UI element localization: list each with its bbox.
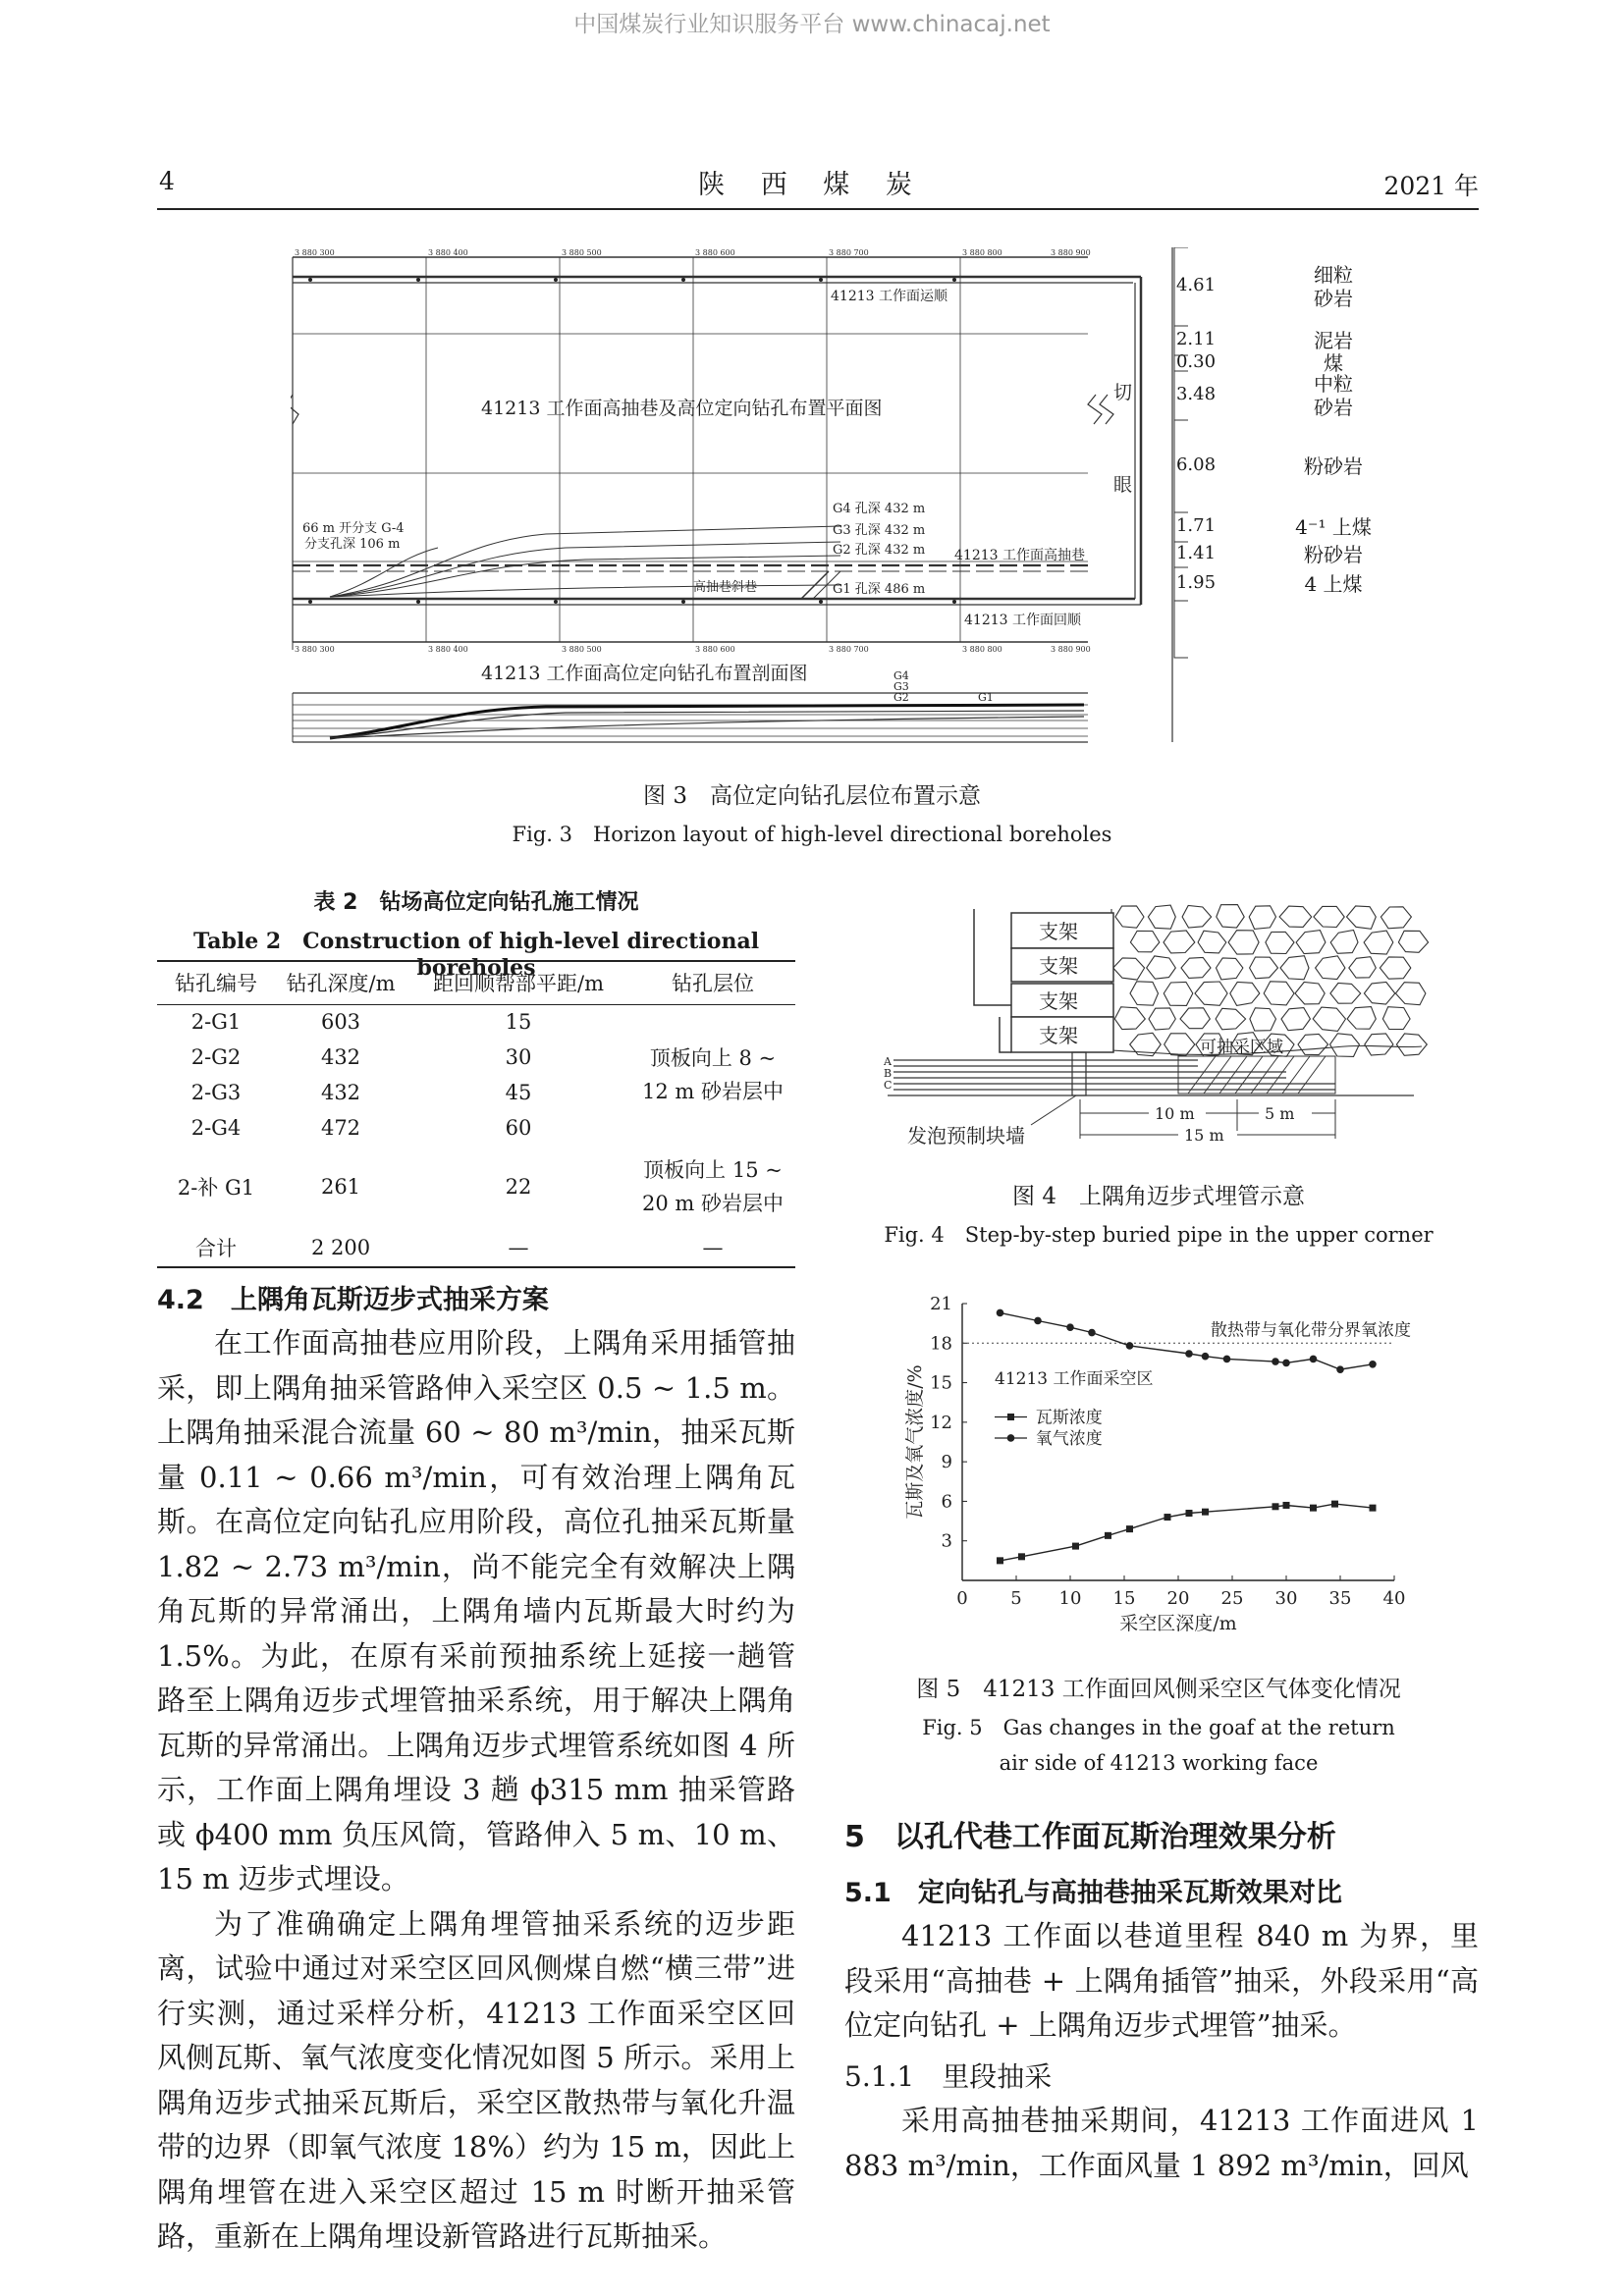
x-tick-label: 10 bbox=[1058, 1588, 1082, 1609]
rock-fragment bbox=[1198, 931, 1226, 953]
stratum-name: 煤 bbox=[1324, 351, 1343, 375]
stratum-name: 4⁻¹ 上煤 bbox=[1295, 515, 1372, 539]
table2-header: 钻孔层位 bbox=[672, 972, 754, 996]
rock-fragment bbox=[1266, 932, 1294, 953]
fig5-caption-en-2: air side of 41213 working face bbox=[999, 1751, 1319, 1775]
legend-label-oxygen: 氧气浓度 bbox=[1035, 1428, 1103, 1449]
data-point-oxygen bbox=[1272, 1358, 1279, 1365]
data-point-gas bbox=[1202, 1509, 1209, 1516]
rock-fragment bbox=[1216, 1008, 1246, 1030]
section-5-1-body bbox=[844, 1914, 1479, 2049]
x-tick-label: 20 bbox=[1166, 1588, 1190, 1609]
table2-header: 钻孔深度/m bbox=[286, 972, 396, 996]
stratum-thickness: 1.71 bbox=[1175, 515, 1217, 536]
borehole-distance: 45 bbox=[505, 1081, 532, 1104]
top-coord: 3 880 700 bbox=[829, 248, 869, 257]
label-qie: 切 bbox=[1113, 382, 1133, 403]
section-5-1-title: 5.1 定向钻孔与高抽巷抽采瓦斯效果对比 bbox=[844, 1878, 1342, 1908]
stratum-thickness: 4.61 bbox=[1175, 275, 1217, 295]
data-point-gas bbox=[1126, 1525, 1133, 1532]
rock-fragment bbox=[1330, 1034, 1360, 1057]
page-number: 4 bbox=[159, 167, 175, 195]
chart-legend bbox=[995, 1408, 1103, 1448]
borehole-id: 2-补 G1 bbox=[177, 1176, 255, 1200]
rock-fragment bbox=[1180, 1008, 1210, 1029]
borehole-id: 2-G1 bbox=[190, 1010, 242, 1035]
data-point-gas bbox=[1331, 1501, 1338, 1508]
broken-rock-region bbox=[1111, 905, 1429, 1057]
borehole-depth: 432 bbox=[320, 1081, 361, 1104]
rock-fragment bbox=[1330, 984, 1361, 1004]
rock-fragment bbox=[1295, 983, 1325, 1004]
foam-wall-label: 发泡预制块墙 bbox=[907, 1124, 1025, 1148]
x-tick-label: 5 bbox=[1010, 1588, 1022, 1609]
x-tick-label: 35 bbox=[1328, 1588, 1352, 1609]
rock-fragment bbox=[1114, 1007, 1145, 1030]
publication-year: 2021 年 bbox=[1383, 172, 1479, 200]
rock-fragment bbox=[1195, 982, 1227, 1005]
paragraph: 采用高抽巷抽采期间，41213 工作面进风 1 883 m³/min，工作面风量 1 892 m³/min，回风 bbox=[844, 2104, 1479, 2182]
borehole-id: 2-G2 bbox=[190, 1045, 242, 1069]
label-g4: G4 孔深 432 m bbox=[833, 502, 926, 516]
section-view bbox=[293, 663, 1088, 742]
layer-2-line-2: 20 m 砂岩层中 bbox=[642, 1192, 784, 1215]
rock-fragment bbox=[1281, 1008, 1310, 1031]
data-point-oxygen bbox=[1223, 1356, 1231, 1363]
rock-fragment bbox=[1217, 958, 1243, 980]
rock-fragment bbox=[1228, 931, 1259, 954]
total-layer: — bbox=[702, 1235, 724, 1259]
rock-fragment bbox=[1298, 1034, 1328, 1054]
support-label: 支架 bbox=[1039, 920, 1078, 943]
stratigraphic-column bbox=[1172, 247, 1188, 742]
stratum-name: 4 上煤 bbox=[1304, 572, 1363, 596]
rock-fragment bbox=[1364, 983, 1394, 1005]
borehole-depth: 472 bbox=[320, 1116, 361, 1140]
fig4-caption-cn: 图 4 上隅角迈步式埋管示意 bbox=[1012, 1184, 1305, 1209]
data-point-gas bbox=[997, 1557, 1003, 1564]
data-point-gas bbox=[1272, 1503, 1279, 1510]
data-point-oxygen bbox=[1088, 1329, 1096, 1337]
fig4-caption-en: Fig. 4 Step-by-step buried pipe in the upper corner bbox=[884, 1223, 1434, 1247]
top-coord: 3 880 400 bbox=[428, 248, 468, 257]
bottom-coord: 3 880 400 bbox=[428, 645, 468, 654]
layer-2-line-1: 顶板向上 15 ~ bbox=[643, 1158, 783, 1182]
label-g1: G1 孔深 486 m bbox=[833, 582, 926, 597]
data-point-gas bbox=[1018, 1553, 1025, 1560]
x-tick-label: 25 bbox=[1220, 1588, 1244, 1609]
stratum-name: 中粒 砂岩 bbox=[1314, 372, 1353, 419]
rock-fragment bbox=[1395, 983, 1426, 1005]
rock-fragment bbox=[1314, 906, 1344, 927]
fig5-chart bbox=[903, 1294, 1414, 1657]
data-point-gas bbox=[1186, 1510, 1193, 1517]
pipe-label-a: A bbox=[884, 1055, 892, 1068]
rock-fragment bbox=[1182, 906, 1212, 929]
rock-fragment bbox=[1250, 957, 1278, 979]
rock-fragment bbox=[1164, 931, 1195, 953]
data-point-oxygen bbox=[1034, 1317, 1042, 1325]
support-label: 支架 bbox=[1039, 1024, 1078, 1047]
caving-boundary bbox=[1111, 909, 1422, 1054]
rock-fragment bbox=[1113, 958, 1145, 980]
rock-fragment bbox=[1164, 982, 1193, 1005]
stratum-thickness: 3.48 bbox=[1175, 384, 1217, 404]
x-tick-label: 15 bbox=[1112, 1588, 1136, 1609]
rock-fragment bbox=[1148, 905, 1175, 929]
legend-marker-oxygen bbox=[1007, 1434, 1015, 1442]
table-total-row bbox=[157, 1228, 795, 1267]
total-depth: 2 200 bbox=[310, 1235, 371, 1259]
stratum-name: 粉砂岩 bbox=[1304, 543, 1363, 566]
rock-fragment bbox=[1380, 907, 1411, 929]
x-tick-label: 30 bbox=[1274, 1588, 1298, 1609]
header-rule bbox=[157, 208, 1479, 210]
table-row bbox=[157, 1004, 795, 1040]
rock-fragment bbox=[1382, 1007, 1410, 1030]
pipe-label-b: B bbox=[884, 1067, 893, 1080]
support-label: 支架 bbox=[1039, 989, 1078, 1013]
section-title: 41213 工作面高位定向钻孔布置剖面图 bbox=[481, 663, 808, 684]
rock-fragment bbox=[1347, 1007, 1376, 1030]
rock-fragment bbox=[1115, 906, 1144, 928]
bottom-coord: 3 880 700 bbox=[829, 645, 869, 654]
label-g3: G3 孔深 432 m bbox=[833, 523, 926, 538]
extractable-area bbox=[1178, 1056, 1335, 1094]
table-row bbox=[157, 1146, 795, 1228]
rock-fragment bbox=[1279, 906, 1312, 927]
section-4-2-body bbox=[157, 1321, 795, 2260]
top-coord: 3 880 300 bbox=[295, 248, 335, 257]
reference-line-label: 散热带与氧化带分界氧浓度 bbox=[1211, 1320, 1411, 1341]
data-point-gas bbox=[1105, 1532, 1111, 1539]
stratum-thickness-cell bbox=[1174, 601, 1188, 658]
label-yunshun: 41213 工作面运顺 bbox=[831, 289, 947, 304]
rock-fragment bbox=[1147, 956, 1176, 979]
plan-title: 41213 工作面高抽巷及高位定向钻孔布置平面图 bbox=[481, 398, 883, 419]
rock-fragment bbox=[1250, 1008, 1276, 1031]
legend-label-gas: 瓦斯浓度 bbox=[1035, 1408, 1103, 1428]
label-yan: 眼 bbox=[1113, 474, 1133, 496]
stratum-thickness: 1.95 bbox=[1175, 572, 1217, 593]
rock-fragment bbox=[1130, 931, 1159, 951]
bottom-coord: 3 880 800 bbox=[962, 645, 1002, 654]
fig3-caption-cn: 图 3 高位定向钻孔层位布置示意 bbox=[643, 783, 981, 809]
bottom-coord: 3 880 600 bbox=[695, 645, 735, 654]
y-tick-label: 12 bbox=[930, 1412, 952, 1433]
rock-fragment bbox=[1230, 983, 1260, 1006]
table2-title-en: Table 2 Construction of high-level directional boreholes bbox=[192, 929, 760, 981]
section-5-1-1-title: 5.1.1 里段抽采 bbox=[844, 2060, 1053, 2093]
borehole-depth: 603 bbox=[320, 1010, 361, 1035]
rock-fragment bbox=[1130, 982, 1159, 1005]
rock-fragment bbox=[1365, 1034, 1393, 1055]
data-point-oxygen bbox=[1369, 1361, 1377, 1368]
rock-fragment bbox=[1280, 956, 1309, 980]
label-huishun: 41213 工作面回顺 bbox=[964, 613, 1081, 628]
label-branch-open: 66 m 开分支 G-4 bbox=[302, 521, 405, 536]
paragraph: 为了准确确定上隅角埋管抽采系统的迈步距离，试验中通过对采空区回风侧煤自燃“横三带”进行实测，通过采样分析，41213 工作面采空区回风侧瓦斯、氧气浓度变化情况如图 5 所示。采用上隅角迈步式抽采瓦斯后，采空区散热带与氧化升温带的边界（即氧气浓度 18%）约为 15 m，因此上隅角埋管在进入采空区超过 15 m 时断开抽采管路，重新在上隅角埋设新管路进行瓦斯抽采。 bbox=[157, 1906, 795, 2253]
borehole-distance: 15 bbox=[505, 1010, 532, 1035]
bottom-coord: 3 880 300 bbox=[295, 645, 335, 654]
stratum-name: 泥岩 bbox=[1314, 329, 1353, 352]
plan-top-coordinates bbox=[295, 248, 1091, 257]
rock-fragment bbox=[1249, 906, 1275, 930]
stratum-thickness: 2.11 bbox=[1175, 329, 1217, 349]
section-4-2-title: 4.2 上隅角瓦斯迈步式抽采方案 bbox=[157, 1285, 549, 1315]
data-point-gas bbox=[1370, 1505, 1377, 1512]
pipe-label-c: C bbox=[884, 1079, 893, 1092]
label-g2: G2 孔深 432 m bbox=[833, 543, 926, 558]
rock-fragment bbox=[1330, 931, 1358, 954]
journal-title: 陕 西 煤 炭 bbox=[698, 170, 926, 200]
support-label: 支架 bbox=[1039, 954, 1078, 978]
borehole-distance: 30 bbox=[505, 1045, 532, 1069]
section-label-g4: G4 bbox=[893, 669, 909, 682]
total-distance: — bbox=[508, 1235, 529, 1259]
fig4-drawing bbox=[884, 903, 1434, 1158]
data-point-gas bbox=[1164, 1514, 1171, 1521]
stratum-thickness: 6.08 bbox=[1175, 454, 1217, 475]
rock-fragment bbox=[1217, 905, 1244, 928]
x-tick-label: 40 bbox=[1382, 1588, 1406, 1609]
label-xiexiang: 高抽巷斜巷 bbox=[693, 580, 758, 595]
layer-1-line-1: 顶板向上 8 ~ bbox=[649, 1046, 777, 1071]
rock-fragment bbox=[1396, 1034, 1427, 1055]
y-tick-label: 21 bbox=[930, 1294, 952, 1314]
borehole-id: 2-G4 bbox=[190, 1116, 242, 1140]
rock-fragment bbox=[1264, 982, 1294, 1005]
y-tick-label: 3 bbox=[941, 1530, 952, 1552]
table2-header: 距回顺帮部平距/m bbox=[433, 972, 604, 996]
y-tick-label: 6 bbox=[941, 1491, 952, 1513]
rock-fragment bbox=[1313, 1007, 1345, 1031]
dim-10m: 10 m bbox=[1155, 1104, 1195, 1123]
borehole-distance: 60 bbox=[505, 1116, 532, 1140]
rock-fragment bbox=[1349, 957, 1377, 978]
fig5-caption-en-1: Fig. 5 Gas changes in the goaf at the return bbox=[922, 1716, 1395, 1739]
y-axis-label: 瓦斯及氧气浓度/% bbox=[904, 1364, 926, 1520]
data-point-oxygen bbox=[1282, 1360, 1290, 1367]
borehole-layer-1 bbox=[630, 1004, 795, 1146]
data-point-gas bbox=[1072, 1543, 1079, 1550]
data-point-oxygen bbox=[1185, 1350, 1193, 1358]
data-point-gas bbox=[1283, 1502, 1290, 1509]
x-axis-label: 采空区深度/m bbox=[1119, 1613, 1237, 1634]
stratum-thickness: 0.30 bbox=[1175, 351, 1217, 372]
dim-5m: 5 m bbox=[1265, 1104, 1295, 1123]
section-5-title: 5 以孔代巷工作面瓦斯治理效果分析 bbox=[844, 1820, 1336, 1854]
section-label-g3: G3 bbox=[893, 680, 909, 693]
data-point-oxygen bbox=[997, 1309, 1004, 1317]
data-point-oxygen bbox=[1310, 1356, 1318, 1363]
y-tick-label: 18 bbox=[930, 1333, 952, 1355]
top-coord: 3 880 500 bbox=[562, 248, 602, 257]
stratum-name: 细粒 砂岩 bbox=[1314, 263, 1353, 310]
data-point-oxygen bbox=[1066, 1323, 1074, 1331]
section-label-g2: G2 bbox=[893, 691, 909, 704]
plan-bottom-coordinates bbox=[295, 645, 1091, 654]
paragraph: 41213 工作面以巷道里程 840 m 为界，里段采用“高抽巷 + 上隅角插管”抽采，外段采用“高位定向钻孔 + 上隅角迈步式埋管”抽采。 bbox=[844, 1919, 1479, 2042]
buried-pipes bbox=[893, 1052, 1335, 1095]
borehole-depth: 261 bbox=[320, 1175, 361, 1199]
data-point-gas bbox=[1310, 1505, 1317, 1512]
rock-fragment bbox=[1181, 957, 1211, 978]
watermark: 中国煤炭行业知识服务平台 www.chinacaj.net bbox=[573, 12, 1051, 37]
section-5-1-1-body bbox=[844, 2099, 1479, 2188]
rock-fragment bbox=[1398, 931, 1428, 952]
stratum-thickness: 1.41 bbox=[1175, 543, 1217, 563]
borehole-id: 2-G3 bbox=[190, 1081, 242, 1104]
fig3-caption-en: Fig. 3 Horizon layout of high-level directional boreholes bbox=[512, 823, 1112, 846]
y-tick-label: 15 bbox=[930, 1372, 952, 1394]
extractable-label: 可抽采区域 bbox=[1200, 1038, 1283, 1057]
table2-title-cn: 表 2 钻场高位定向钻孔施工情况 bbox=[313, 890, 639, 915]
fig5-caption-cn: 图 5 41213 工作面回风侧采空区气体变化情况 bbox=[916, 1677, 1401, 1702]
bottom-coord: 3 880 900 bbox=[1051, 645, 1091, 654]
chart-annotation: 41213 工作面采空区 bbox=[995, 1368, 1154, 1389]
rock-fragment bbox=[1164, 1034, 1195, 1056]
y-tick-label: 9 bbox=[941, 1452, 952, 1473]
rock-fragment bbox=[1316, 956, 1345, 980]
top-coord: 3 880 900 bbox=[1051, 248, 1091, 257]
borehole-layer-2 bbox=[630, 1146, 795, 1228]
table2-header: 钻孔编号 bbox=[175, 972, 257, 996]
data-point-oxygen bbox=[1202, 1353, 1210, 1361]
borehole-distance: 22 bbox=[505, 1175, 532, 1199]
total-label: 合计 bbox=[195, 1236, 237, 1260]
layer-1-line-2: 12 m 砂岩层中 bbox=[642, 1080, 784, 1104]
bottom-coord: 3 880 500 bbox=[562, 645, 602, 654]
top-coord: 3 880 800 bbox=[962, 248, 1002, 257]
stratum-name: 粉砂岩 bbox=[1304, 454, 1363, 478]
rock-fragment bbox=[1347, 906, 1377, 929]
paragraph: 在工作面高抽巷应用阶段，上隅角采用插管抽采，即上隅角抽采管路伸入采空区 0.5 ~ 1.5 m。上隅角抽采混合流量 60 ~ 80 m³/min，抽采瓦斯量 0.11 ~ 0.66 m³/min，可有效治理上隅角瓦斯。在高位定向钻孔应用阶段，高位孔抽采瓦斯量 1.82 ~ 2.73 m³/min，尚不能完全有效解决上隅角瓦斯的异常涌出，上隅角墙内瓦斯最大时约为 1.5%。为此，在原有采前预抽系统上延接一趟管路至上隅角迈步式埋管抽采系统，用于解决上隅角瓦斯的异常涌出。上隅角迈步式埋管系统如图 4 所示，工作面上隅角埋设 3 趟 ϕ315 mm 抽采管路或 ϕ400 mm 负压风筒，管路伸入 5 m、10 m、15 m 迈步式埋设。 bbox=[157, 1326, 795, 1896]
dim-15m: 15 m bbox=[1184, 1126, 1224, 1145]
borehole-depth: 432 bbox=[320, 1045, 361, 1069]
fig3-drawing bbox=[291, 247, 1188, 750]
top-coord: 3 880 600 bbox=[695, 248, 735, 257]
table2 bbox=[157, 960, 795, 1268]
legend-marker-gas bbox=[1007, 1414, 1014, 1420]
data-point-oxygen bbox=[1336, 1365, 1344, 1373]
section-label-g1: G1 bbox=[978, 691, 994, 704]
label-gaochou: 41213 工作面高抽巷 bbox=[954, 548, 1085, 563]
label-branch-depth: 分支孔深 106 m bbox=[304, 537, 401, 552]
x-tick-label: 0 bbox=[956, 1588, 968, 1609]
rock-fragment bbox=[1149, 1008, 1175, 1030]
rock-fragment bbox=[1296, 931, 1326, 954]
rock-fragment bbox=[1364, 931, 1393, 954]
data-point-oxygen bbox=[1126, 1342, 1134, 1350]
rock-fragment bbox=[1380, 957, 1410, 979]
